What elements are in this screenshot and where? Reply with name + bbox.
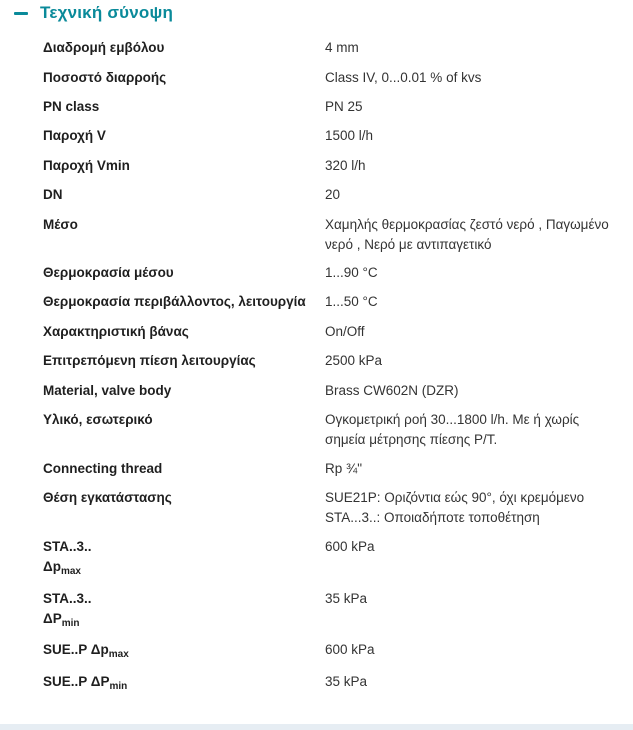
section-header-technical-summary[interactable] bbox=[14, 0, 173, 26]
spec-label: Παροχή V bbox=[43, 128, 106, 143]
spec-label-main: ΔP bbox=[43, 611, 62, 626]
spec-label: Ποσοστό διαρροής bbox=[43, 70, 167, 85]
spec-value: PN 25 bbox=[325, 99, 363, 114]
spec-label-line: STA..3.. bbox=[43, 539, 92, 554]
spec-value-line: STA...3..: Οποιαδήποτε τοποθέτηση bbox=[325, 510, 540, 525]
spec-value: 600 kPa bbox=[325, 642, 375, 657]
spec-label-line bbox=[43, 557, 313, 577]
spec-label: Connecting thread bbox=[43, 461, 163, 476]
spec-label-sub: max bbox=[108, 649, 129, 660]
section-title: Τεχνική σύνοψη bbox=[40, 3, 174, 22]
spec-label: DN bbox=[43, 187, 63, 202]
spec-value bbox=[325, 410, 615, 450]
spec-value: On/Off bbox=[325, 324, 365, 339]
spec-label: Θέση εγκατάστασης bbox=[43, 490, 172, 505]
spec-value-line: σημεία μέτρησης πίεσης P/T. bbox=[325, 432, 498, 447]
spec-label-sub: max bbox=[60, 566, 81, 577]
spec-label: Material, valve body bbox=[43, 383, 172, 398]
spec-value-line: Χαμηλής θερμοκρασίας ζεστό νερό , Παγωμένο bbox=[325, 217, 609, 232]
spec-label-line bbox=[43, 609, 313, 629]
spec-value: 35 kPa bbox=[325, 591, 368, 606]
spec-value: 2500 kPa bbox=[325, 353, 383, 368]
spec-label: Χαρακτηριστική βάνας bbox=[43, 324, 189, 339]
spec-value: 35 kPa bbox=[325, 674, 368, 689]
spec-value: 320 l/h bbox=[325, 158, 366, 173]
spec-value: 20 bbox=[325, 187, 341, 202]
spec-label-main: SUE..P Δp bbox=[43, 642, 109, 657]
spec-label: Επιτρεπόμενη πίεση λειτουργίας bbox=[43, 353, 256, 368]
spec-label-sub: min bbox=[109, 681, 128, 692]
spec-label-main: SUE..P ΔP bbox=[43, 674, 110, 689]
spec-value: 1...50 °C bbox=[325, 294, 378, 309]
spec-value: Class IV, 0...0.01 % of kvs bbox=[325, 70, 482, 85]
spec-value bbox=[325, 215, 615, 255]
spec-label: PN class bbox=[43, 99, 100, 114]
spec-label bbox=[43, 589, 313, 629]
spec-label: Υλικό, εσωτερικό bbox=[43, 412, 153, 427]
bottom-divider bbox=[0, 724, 633, 730]
spec-value: 1...90 °C bbox=[325, 265, 378, 280]
spec-label-main: Δp bbox=[43, 559, 61, 574]
spec-value-line: νερό , Νερό με αντιπαγετικό bbox=[325, 237, 492, 252]
spec-label: Θερμοκρασία μέσου bbox=[43, 265, 174, 280]
spec-label-line: STA..3.. bbox=[43, 591, 92, 606]
spec-value: 1500 l/h bbox=[325, 128, 374, 143]
spec-value: 4 mm bbox=[325, 40, 359, 55]
spec-label-sub: min bbox=[61, 618, 80, 629]
spec-value: Brass CW602N (DZR) bbox=[325, 383, 459, 398]
spec-label: Παροχή Vmin bbox=[43, 158, 130, 173]
spec-label bbox=[43, 640, 313, 660]
minus-icon[interactable] bbox=[14, 12, 28, 15]
spec-value: Rp ¾" bbox=[325, 461, 363, 476]
spec-label: Μέσο bbox=[43, 217, 78, 232]
spec-value-line: SUE21P: Οριζόντια εώς 90°, όχι κρεμόμενο bbox=[325, 490, 585, 505]
spec-value-line: Ογκομετρική ροή 30...1800 l/h. Με ή χωρίς bbox=[325, 412, 580, 427]
spec-value: 600 kPa bbox=[325, 539, 375, 554]
spec-label: Διαδρομή εμβόλου bbox=[43, 40, 165, 55]
spec-label bbox=[43, 672, 313, 692]
spec-label: Θερμοκρασία περιβάλλοντος, λειτουργία bbox=[43, 294, 306, 309]
spec-value bbox=[325, 488, 615, 528]
spec-label bbox=[43, 537, 313, 577]
